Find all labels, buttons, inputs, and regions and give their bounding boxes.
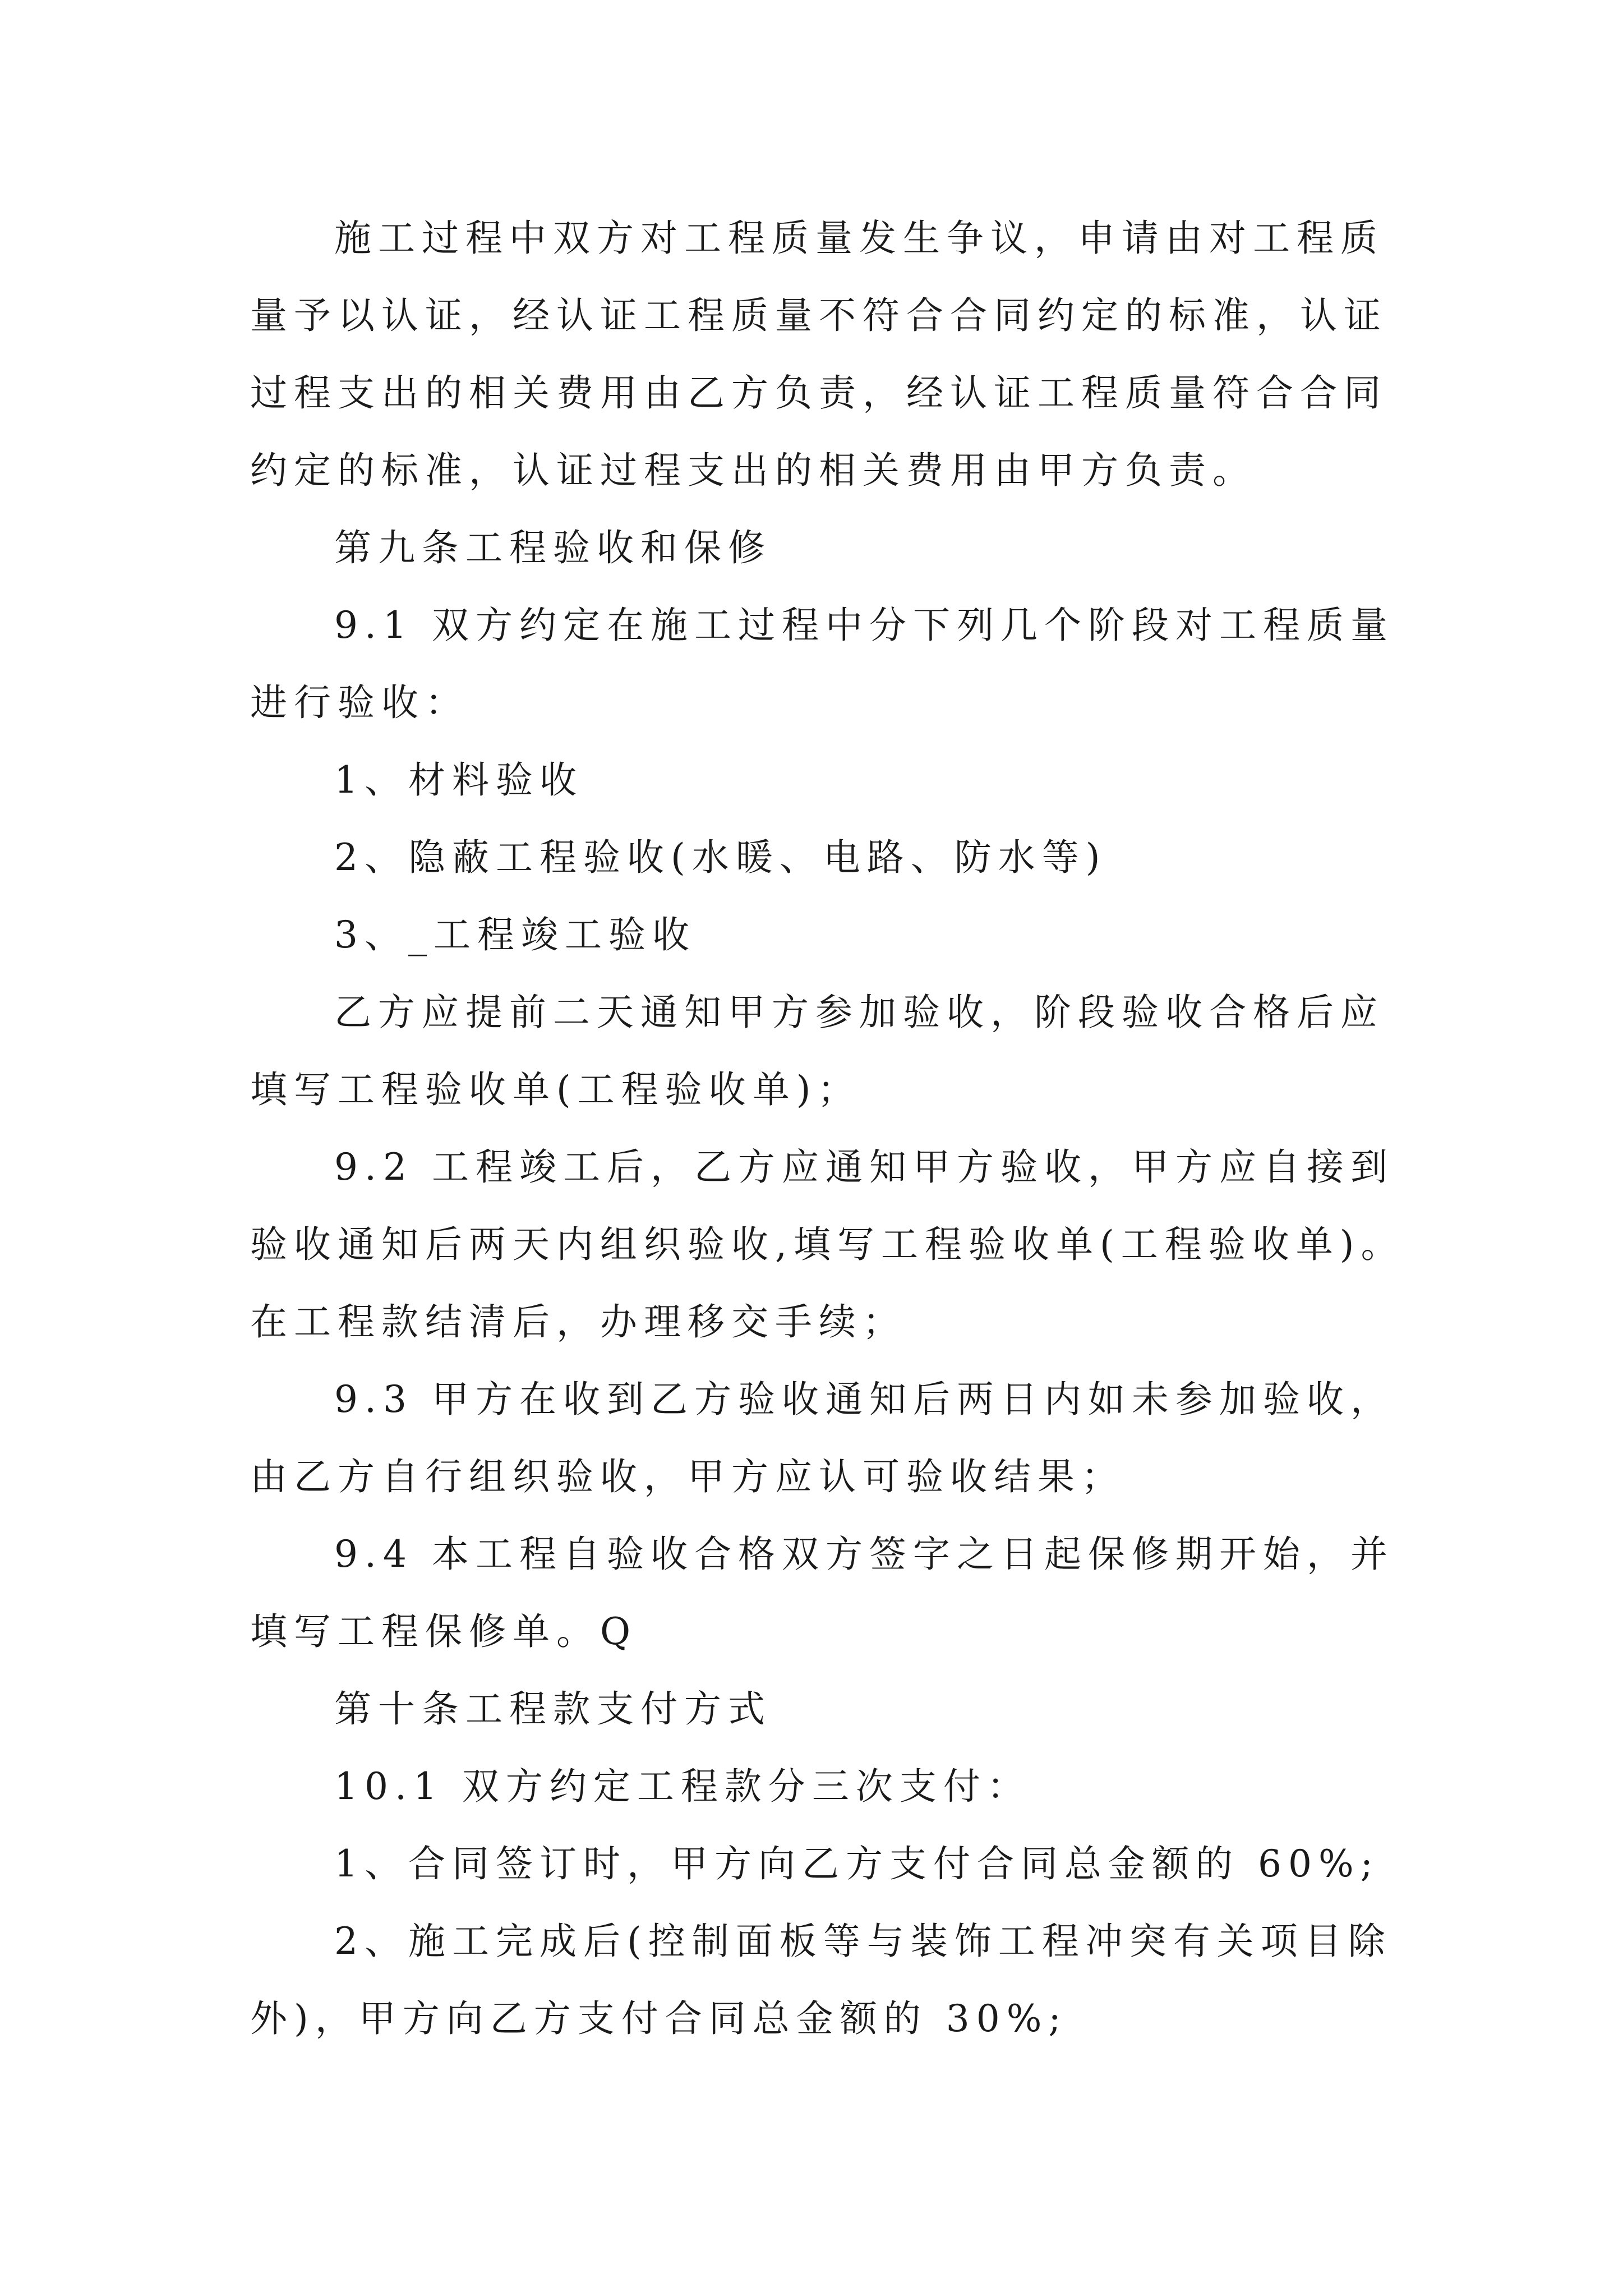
section-heading: 第十条工程款支付方式 bbox=[334, 1687, 772, 1731]
clause-line: 10.1 双方约定工程款分三次支付： bbox=[334, 1765, 1031, 1808]
clause-line: 验收通知后两天内组织验收,填写工程验收单(工程验收单)。 bbox=[250, 1223, 1405, 1266]
clause-line: 9.3 甲方在收到乙方验收通知后两日内如未参加验收， bbox=[334, 1378, 1394, 1421]
clause-line: 9.4 本工程自验收合格双方签字之日起保修期开始，并 bbox=[334, 1533, 1394, 1576]
list-item: 1、材料验收 bbox=[334, 758, 583, 802]
clause-line: 填写工程保修单。Q bbox=[250, 1610, 638, 1653]
list-item: 1、合同签订时，甲方向乙方支付合同总金额的 60%; bbox=[334, 1842, 1380, 1885]
paragraph-line: 施工过程中双方对工程质量发生争议，申请由对工程质 bbox=[334, 217, 1384, 260]
paragraph-line: 约定的标准，认证过程支出的相关费用由甲方负责。 bbox=[250, 449, 1256, 492]
list-item: 2、施工完成后(控制面板等与装饰工程冲突有关项目除 bbox=[334, 1920, 1392, 1963]
paragraph-line: 过程支出的相关费用由乙方负责，经认证工程质量符合合同 bbox=[250, 371, 1387, 415]
section-heading: 第九条工程验收和保修 bbox=[334, 526, 772, 569]
clause-line: 由乙方自行组织验收，甲方应认可验收结果； bbox=[250, 1455, 1125, 1498]
list-item: 2、隐蔽工程验收(水暖、电路、防水等) bbox=[334, 836, 1107, 879]
list-item: 外)，甲方向乙方支付合同总金额的 30%; bbox=[250, 1997, 1068, 2040]
clause-line: 9.2 工程竣工后，乙方应通知甲方验收，甲方应自接到 bbox=[334, 1145, 1394, 1189]
list-item: 3、_工程竣工验收 bbox=[334, 913, 696, 956]
paragraph-line: 填写工程验收单(工程验收单)； bbox=[250, 1068, 861, 1111]
clause-line: 进行验收： bbox=[250, 681, 469, 724]
clause-line: 在工程款结清后，办理移交手续； bbox=[250, 1300, 906, 1343]
clause-line: 9.1 双方约定在施工过程中分下列几个阶段对工程质量 bbox=[334, 604, 1394, 647]
paragraph-line: 量予以认证，经认证工程质量不符合合同约定的标准，认证 bbox=[250, 294, 1387, 337]
paragraph-line: 乙方应提前二天通知甲方参加验收，阶段验收合格后应 bbox=[334, 991, 1384, 1034]
